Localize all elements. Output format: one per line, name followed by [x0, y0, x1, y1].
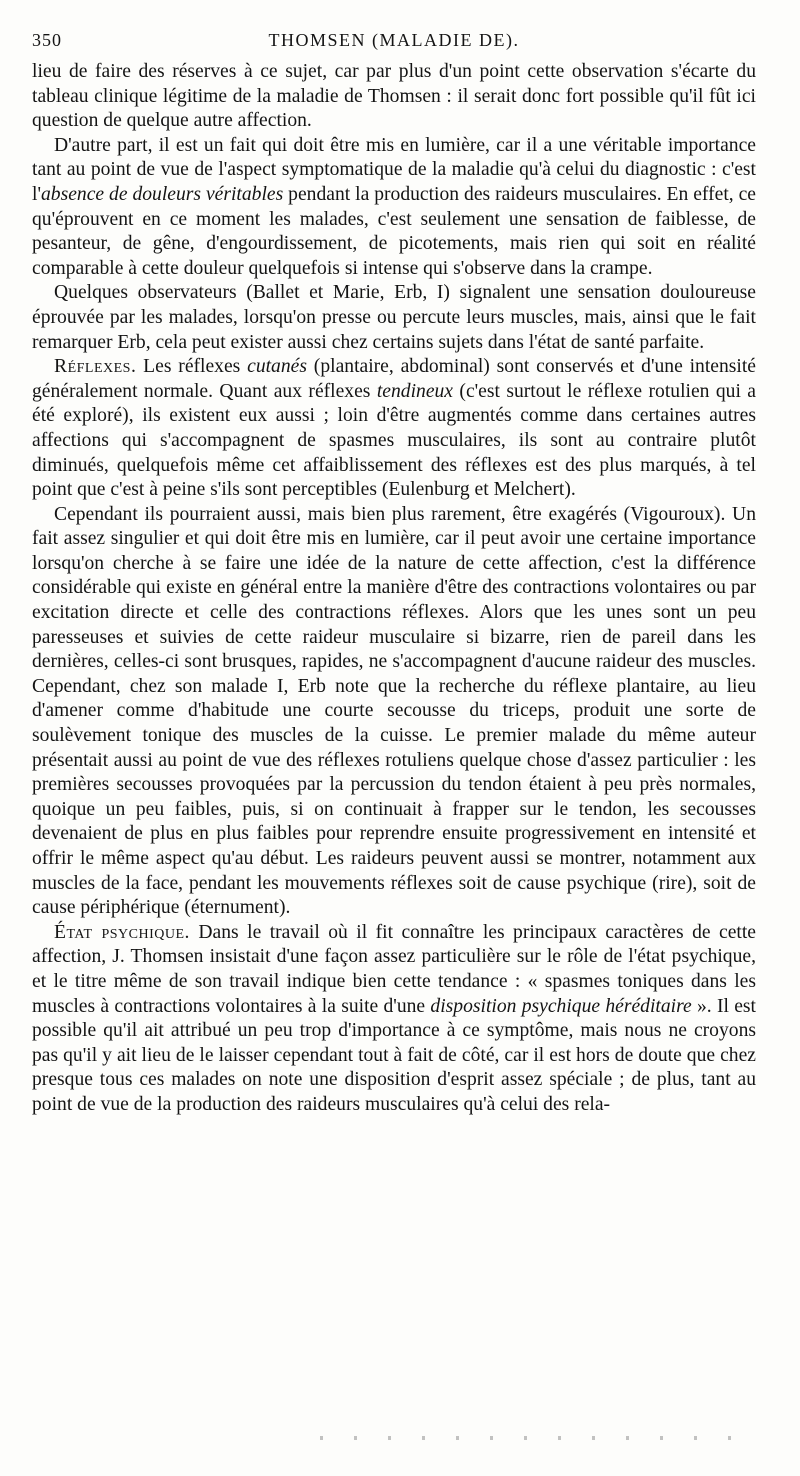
page-header [32, 30, 756, 60]
italic-phrase: disposition psychique héréditaire [430, 995, 692, 1017]
paragraph-reflexes: Réflexes. Les réflexes cutanés (plantaire, abdominal) sont conservés et d'une intensité généralement normale. Quant aux réflexes tendineux (c'est surtout le réflexe rotulien qui a été exploré), ils existent eux aussi ; loin d'être augmentés comme dans certaines autres affections qui s'accompagnent de spasmes musculaires, ils sont au contraire plutôt diminués, quelquefois même cet affaiblissement des réflexes est des plus marqués, à tel point que c'est à peine s'ils sont perceptibles (Eulenburg et Melchert). [32, 356, 757, 501]
paragraph-cependant: Cependant ils pourraient aussi, mais bien plus rarement, être exagérés (Vigouroux). Un fait assez singulier et qui doit être mis en lumière, car il peut avoir une certaine importance lorsqu'on cherche à se faire une idée de la nature de cette affection, c'est la différence considérable qui existe en général entre la manière d'être des contractions volontaires ou par excitation directe et celle des contractions réflexes. Alors que les unes sont un peu paresseuses et suivies de cette raideur musculaire si bizarre, rien de pareil dans les dernières, celles-ci sont brusques, rapides, ne s'accompagnent d'aucune raideur des muscles. Cependant, chez son malade I, Erb note que la recherche du réflexe plantaire, au lieu d'amener comme d'habitude une courte secousse du triceps, produit une sorte de soulèvement tonique des muscles de la cuisse. Le premier malade du même auteur présentait aussi au point de vue des réflexes rotuliens quelque chose d'assez particulier : les premières secousses provoquées par la percussion du tendon étaient à peu près normales, quoique un peu faibles, puis, si on continuait à frapper sur le tendon, les secousses devenaient de plus en plus faibles pour reprendre ensuite progressivement en intensité et offrir le même aspect qu'au début. Les raideurs peuvent aussi se montrer, notamment aux muscles de la face, pendant les mouvements réflexes soit de cause psychique (rire), soit de cause périphérique (éternument). [32, 503, 756, 919]
italic-word: tendineux [376, 380, 454, 402]
section-heading-reflexes: Réflexes. [54, 356, 137, 378]
running-title: THOMSEN (MALADIE DE). [268, 30, 520, 50]
paragraph-continuation: lieu de faire des réserves à ce sujet, car par plus d'un point cette observation s'écarte du tableau clinique légitime de la maladie de Thomsen : il serait donc fort possible qu'il fût ici question de quelque autre affection. [32, 61, 756, 132]
page-number: 350 [32, 30, 62, 50]
italic-word: cutanés [247, 356, 307, 378]
document-page [32, 30, 756, 1118]
paragraph-observateurs: Quelques observateurs (Ballet et Marie, Erb, I) signalent une sensation douloureuse éprouvée par les malades, lorsqu'on presse ou percute leurs muscles, mais, ainsi que le fait remarquer Erb, cela peut exister aussi chez certains sujets dans l'état de santé parfaite. [32, 282, 756, 353]
italic-phrase: absence de douleurs véritables [40, 183, 284, 205]
section-heading-etat-psychique: État psychique. [54, 921, 190, 943]
paragraph-etat-psychique: État psychique. Dans le travail où il fit connaître les principaux caractères de cette affection, J. Thomsen insistait d'une façon assez particulière sur le rôle de l'état psychique, et le titre même de son travail indique bien cette tendance : « spasmes toniques dans les muscles à contractions volontaires à la suite d'une disposition psychique héréditaire ». Il est possible qu'il ait attribué un peu trop d'importance à ce symptôme, mais nous ne croyons pas qu'il y ait lieu de le laisser cependant tout à fait de côté, car il est hors de doute que chez presque tous ces malades on note une disposition d'esprit assez spéciale ; de plus, tant au point de vue de la production des raideurs musculaires qu'à celui des rela- [32, 921, 756, 1115]
paragraph-douleurs: D'autre part, il est un fait qui doit être mis en lumière, car il a une véritable importance tant au point de vue de l'aspect symptomatique de la maladie qu'à celui du diagnostic : c'est l'absence de douleurs véritables pendant la production des raideurs musculaires. En effet, ce qu'éprouvent en ce moment les malades, c'est seulement une sensation de faiblesse, de pesanteur, de gêne, d'engourdissement, de picotements, mais rien qui soit en réalité comparable à cette douleur quelquefois si intense qui s'observe dans la crampe. [32, 134, 756, 279]
body-text [32, 60, 756, 1118]
bleed-through-marks [320, 1436, 760, 1440]
